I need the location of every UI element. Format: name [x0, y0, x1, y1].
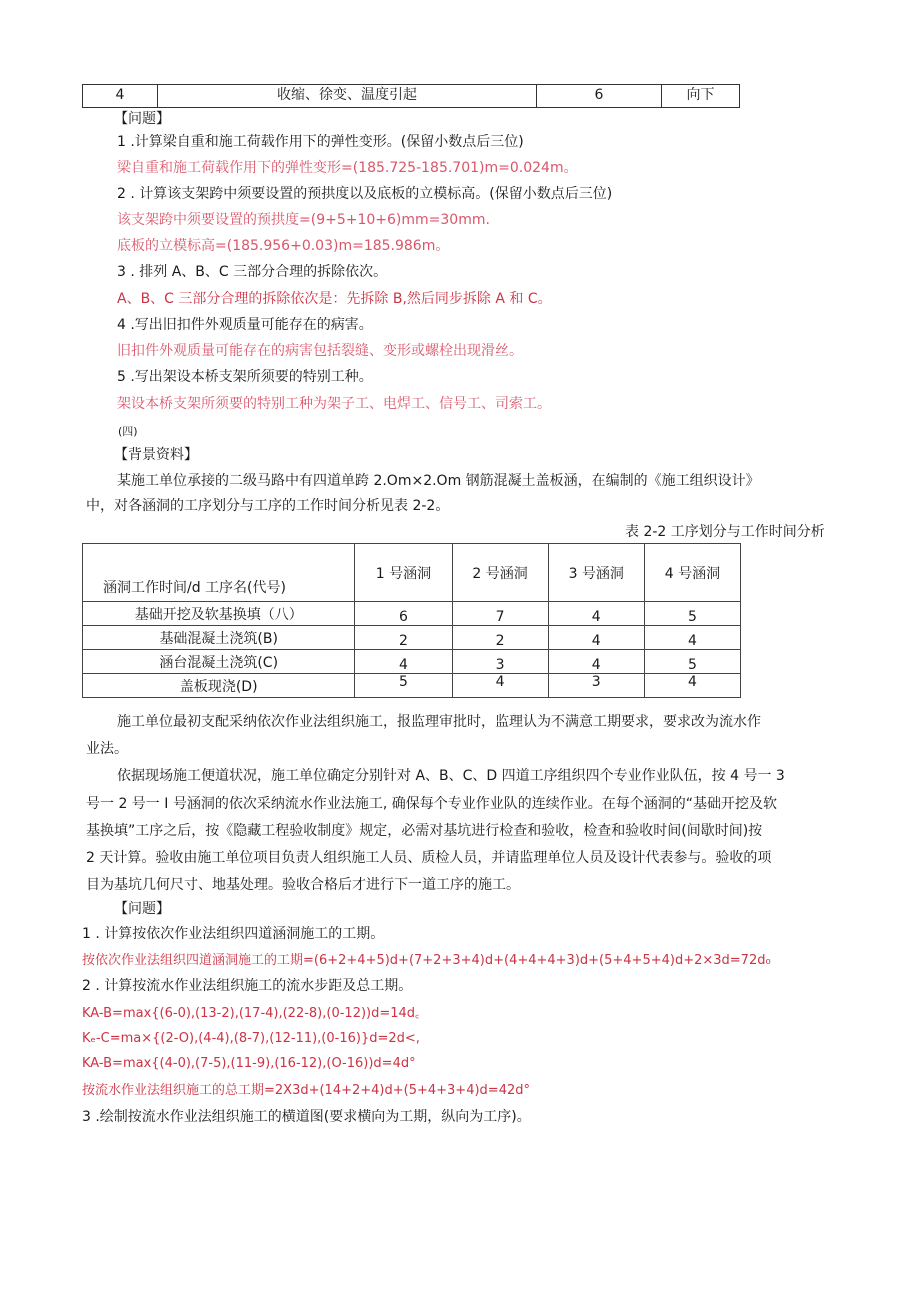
paragraph-line: 业法。: [86, 741, 128, 757]
table-cell: 3: [452, 650, 548, 674]
answer: KA-B=max{(6-0),(13-2),(17-4),(22-8),(0-12))d=14d꜀: [82, 1006, 420, 1021]
work-time-table: [82, 543, 741, 698]
table-header-cell: 3 号涵洞: [548, 544, 644, 602]
table-cell: 盖板现浇(D): [83, 674, 355, 698]
answer: 底板的立模标高=(185.956+0.03)m=185.986m。: [117, 238, 450, 254]
paragraph-line: 基换填”工序之后，按《隐藏工程验收制度》规定，必需对基坑进行检查和验收，检查和验收时间(间歇时间)按: [86, 823, 763, 839]
table-cell: 3: [548, 674, 644, 698]
answer: 该支架跨中须要设置的预拱度=(9+5+10+6)mm=30mm.: [117, 212, 490, 228]
table-cell: 4: [548, 650, 644, 674]
answer: KA-B=max{(4-0),(7-5),(11-9),(16-12),(O-16))d=4d°: [82, 1056, 416, 1071]
answer: 架设本桥支架所须要的特别工种为架子工、电焊工、信号工、司索工。: [117, 396, 551, 412]
table-cell: 基础混凝土浇筑(B): [83, 626, 355, 650]
paragraph-line: 中，对各涵洞的工序划分与工序的工作时间分析见表 2-2。: [86, 498, 450, 514]
table-cell: 基础开挖及软基换填（八）: [83, 602, 355, 626]
paragraph-line: 号一 2 号一 I 号涵洞的依次采纳流水作业法施工, 确保每个专业作业队的连续作业。在每个涵洞的“基础开挖及软: [86, 796, 777, 812]
question: 1 . 计算按依次作业法组织四道涵洞施工的工期。: [82, 926, 385, 942]
paragraph-line: 2 天计算。验收由施工单位项目负责人组织施工人员、质检人员，并请监理单位人员及设计代表参与。验收的项: [86, 850, 772, 866]
section-heading: 【问题】: [114, 111, 170, 127]
table-row: [83, 674, 741, 698]
table-cell: 4: [548, 602, 644, 626]
table-cell: 4: [452, 674, 548, 698]
table-cell: 4: [355, 650, 452, 674]
section-marker: (四): [118, 425, 138, 438]
answer: Kₑ-C=ma×{(2-O),(4-4),(8-7),(12-11),(0-16)}d=2d<,: [82, 1031, 420, 1046]
table-cell: 2: [452, 626, 548, 650]
question: 3 . 排列 A、B、C 三部分合理的拆除依次。: [117, 264, 388, 280]
table-header-cell: 4 号涵洞: [644, 544, 740, 602]
table-header-cell: 2 号涵洞: [452, 544, 548, 602]
table-cell: 4: [644, 674, 740, 698]
table-cell: 7: [452, 602, 548, 626]
table-cell: 向下: [686, 87, 715, 103]
section-heading: 【背景资料】: [114, 447, 198, 463]
table-cell: 5: [644, 650, 740, 674]
table-cell: 4: [644, 626, 740, 650]
answer: 旧扣件外观质量可能存在的病害包括裂缝、变形或螺栓出现滑丝。: [117, 343, 523, 359]
paragraph-line: 某施工单位承接的二级马路中有四道单跨 2.Om×2.Om 钢筋混凝土盖板涵，在编制的《施工组织设计》: [117, 473, 760, 489]
table-cell: 5: [644, 602, 740, 626]
question: 5 .写出架设本桥支架所须要的特别工种。: [117, 369, 373, 385]
table-cell: 涵台混凝土浇筑(C): [83, 650, 355, 674]
table-cell: 2: [355, 626, 452, 650]
answer: A、B、C 三部分合理的拆除依次是：先拆除 B,然后同步拆除 A 和 C。: [117, 291, 552, 307]
table-caption: 表 2-2 工序划分与工作时间分析: [625, 524, 825, 540]
paragraph-line: 依据现场施工便道状况，施工单位确定分别针对 A、B、C、D 四道工序组织四个专业作业队伍，按 4 号一 3: [117, 768, 785, 784]
section-heading: 【问题】: [114, 901, 170, 917]
table-cell: 5: [355, 674, 452, 698]
top-table-row: [82, 84, 740, 108]
question: 1 .计算梁自重和施工荷载作用下的弹性变形。(保留小数点后三位): [117, 134, 524, 150]
answer: 按依次作业法组织四道涵洞施工的工期=(6+2+4+5)d+(7+2+3+4)d+(4+4+4+3)d+(5+4+5+4)d+2×3d=72d₀: [82, 953, 771, 968]
table-row: [83, 650, 741, 674]
table-cell: 4: [83, 85, 158, 107]
paragraph-line: 目为基坑几何尺寸、地基处理。验收合格后才进行下一道工序的施工。: [86, 877, 520, 893]
answer: 按流水作业法组织施工的总工期=2X3d+(14+2+4)d+(5+4+3+4)d=42d°: [82, 1083, 530, 1098]
question: 4 .写出旧扣件外观质量可能存在的病害。: [117, 317, 373, 333]
table-cell: 收缩、徐变、温度引起: [158, 85, 537, 107]
table-row: [83, 626, 741, 650]
question: 2 . 计算该支架跨中须要设置的预拱度以及底板的立模标高。(保留小数点后三位): [117, 186, 613, 202]
table-cell: 4: [548, 626, 644, 650]
table-header-cell: 1 号涵洞: [355, 544, 452, 602]
table-header-row: [83, 544, 741, 602]
table-row: [83, 602, 741, 626]
table-cell: 6: [537, 85, 662, 107]
question: 3 .绘制按流水作业法组织施工的横道图(要求横向为工期，纵向为工序)。: [82, 1109, 531, 1125]
paragraph-line: 施工单位最初支配采纳依次作业法组织施工，报监理审批时，监理认为不满意工期要求，要求改为流水作: [117, 714, 761, 730]
answer: 梁自重和施工荷载作用下的弹性变形=(185.725-185.701)m=0.024m。: [117, 160, 578, 176]
question: 2 . 计算按流水作业法组织施工的流水步距及总工期。: [82, 978, 413, 994]
table-cell: 6: [355, 602, 452, 626]
table-header-cell: 涵洞工作时间/d 工序名(代号): [83, 544, 355, 602]
